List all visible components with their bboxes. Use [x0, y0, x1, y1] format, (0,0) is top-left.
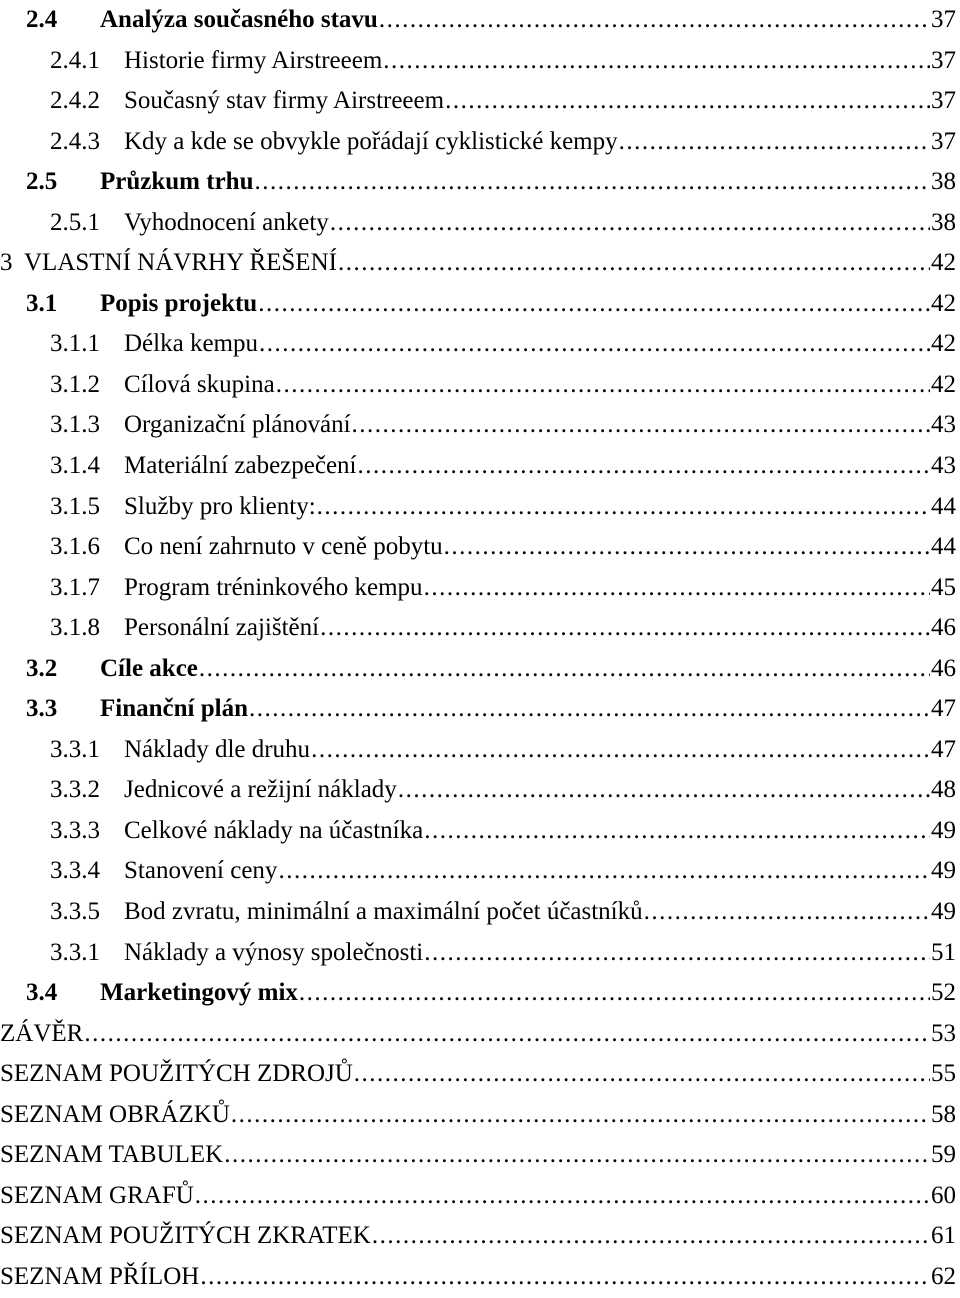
toc-entry-number: 3.2: [26, 654, 58, 682]
toc-entry-page-number: 42: [931, 289, 956, 317]
toc-dot-leader: [398, 770, 930, 811]
toc-dot-leader: [320, 608, 930, 649]
toc-entry[interactable]: [0, 973, 960, 1014]
toc-entry-page-number: 44: [931, 492, 956, 520]
toc-entry-title: SEZNAM PŘÍLOH: [0, 1262, 200, 1290]
toc-entry[interactable]: [0, 365, 960, 406]
toc-entry[interactable]: [0, 162, 960, 203]
toc-entry-page-number: 37: [931, 87, 956, 115]
toc-dot-leader: [352, 405, 930, 446]
toc-entry-number: 3.1.3: [50, 411, 100, 439]
toc-dot-leader: [619, 122, 930, 163]
toc-entry-page-number: 37: [931, 127, 956, 155]
toc-dot-leader: [278, 851, 930, 892]
toc-entry-title: Kdy a kde se obvykle pořádají cyklistické kempy: [124, 127, 618, 155]
toc-dot-leader: [84, 1014, 930, 1055]
toc-entry-number: 3.1: [26, 289, 58, 317]
toc-dot-leader: [444, 527, 930, 568]
toc-entry-number: 3.3.2: [50, 776, 100, 804]
toc-entry-title: Personální zajištění: [124, 614, 320, 642]
toc-entry[interactable]: [0, 1014, 960, 1055]
toc-entry-page-number: 46: [931, 614, 956, 642]
toc-entry[interactable]: [0, 81, 960, 122]
toc-entry-page-number: 43: [931, 452, 956, 480]
toc-entry-title: Finanční plán: [100, 695, 248, 723]
toc-entry[interactable]: [0, 892, 960, 933]
toc-entry[interactable]: [0, 527, 960, 568]
toc-entry[interactable]: [0, 487, 960, 528]
toc-dot-leader: [258, 284, 930, 325]
toc-entry-page-number: 49: [931, 857, 956, 885]
toc-entry-page-number: 60: [931, 1181, 956, 1209]
toc-entry-number: 3.4: [26, 979, 58, 1007]
toc-dot-leader: [424, 811, 930, 852]
toc-entry-title: SEZNAM POUŽITÝCH ZDROJŮ: [0, 1060, 353, 1088]
toc-entry-page-number: 48: [931, 776, 956, 804]
toc-dot-leader: [224, 1135, 930, 1176]
toc-entry-title: Cíle akce: [100, 654, 198, 682]
toc-dot-leader: [330, 203, 930, 244]
toc-entry[interactable]: [0, 0, 960, 41]
toc-entry-title: Náklady a výnosy společnosti: [124, 938, 424, 966]
toc-entry[interactable]: [0, 1054, 960, 1095]
toc-entry-title: Současný stav firmy Airstreeem: [124, 87, 445, 115]
toc-entry[interactable]: [0, 405, 960, 446]
toc-entry-number: 2.4.1: [50, 46, 100, 74]
toc-entry-page-number: 49: [931, 898, 956, 926]
toc-entry-number: 3.1.7: [50, 573, 100, 601]
toc-entry-title: ZÁVĚR: [0, 1019, 84, 1047]
toc-entry-title: SEZNAM TABULEK: [0, 1141, 224, 1169]
toc-entry-page-number: 43: [931, 411, 956, 439]
toc-dot-leader: [254, 162, 930, 203]
toc-entry[interactable]: [0, 1176, 960, 1217]
toc-entry-title: Stanovení ceny: [124, 857, 278, 885]
toc-entry-page-number: 51: [931, 938, 956, 966]
toc-entry-number: 3.1.4: [50, 452, 100, 480]
toc-dot-leader: [358, 446, 931, 487]
toc-entry-page-number: 42: [931, 330, 956, 358]
toc-entry-page-number: 37: [931, 46, 956, 74]
toc-dot-leader: [424, 933, 930, 974]
toc-entry[interactable]: [0, 243, 960, 284]
toc-entry[interactable]: [0, 1135, 960, 1176]
toc-entry-title: Popis projektu: [100, 289, 258, 317]
toc-entry-title: SEZNAM OBRÁZKŮ: [0, 1100, 230, 1128]
toc-entry[interactable]: [0, 568, 960, 609]
toc-entry[interactable]: [0, 689, 960, 730]
toc-entry-page-number: 62: [931, 1262, 956, 1290]
toc-entry-title: Historie firmy Airstreeem: [124, 46, 383, 74]
toc-entry-number: 3.1.2: [50, 370, 100, 398]
toc-entry-number: 2.4.3: [50, 127, 100, 155]
toc-entry-title: Program tréninkového kempu: [124, 573, 423, 601]
toc-entry[interactable]: [0, 770, 960, 811]
toc-entry-number: 3.1.6: [50, 533, 100, 561]
toc-entry-title: Průzkum trhu: [100, 168, 254, 196]
toc-entry-page-number: 49: [931, 816, 956, 844]
toc-dot-leader: [383, 41, 930, 82]
toc-entry[interactable]: [0, 1095, 960, 1136]
toc-entry-number: 3.1.1: [50, 330, 100, 358]
toc-entry[interactable]: [0, 324, 960, 365]
toc-entry-title: Materiální zabezpečení: [124, 452, 357, 480]
toc-dot-leader: [200, 1257, 930, 1298]
toc-entry-number: 2.4.2: [50, 87, 100, 115]
toc-entry-title: Služby pro klienty:: [124, 492, 316, 520]
toc-dot-leader: [199, 649, 930, 690]
toc-entry-number: 3.1.8: [50, 614, 100, 642]
toc-entry[interactable]: [0, 649, 960, 690]
toc-entry-number: 3.3.3: [50, 816, 100, 844]
toc-entry-page-number: 47: [931, 695, 956, 723]
toc-entry-title: SEZNAM POUŽITÝCH ZKRATEK: [0, 1222, 371, 1250]
toc-entry-title: Cílová skupina: [124, 370, 275, 398]
toc-entry-page-number: 58: [931, 1100, 956, 1128]
toc-entry-page-number: 37: [931, 6, 956, 33]
toc-entry[interactable]: [0, 851, 960, 892]
toc-entry-page-number: 55: [931, 1060, 956, 1088]
toc-entry-page-number: 45: [931, 573, 956, 601]
toc-entry[interactable]: [0, 41, 960, 82]
toc-entry-number: 2.5.1: [50, 208, 100, 236]
toc-dot-leader: [445, 81, 930, 122]
toc-entry[interactable]: [0, 1216, 960, 1257]
toc-entry-title: Délka kempu: [124, 330, 258, 358]
toc-dot-leader: [424, 568, 930, 609]
toc-dot-leader: [259, 324, 930, 365]
toc-dot-leader: [372, 1216, 930, 1257]
toc-entry[interactable]: [0, 730, 960, 771]
toc-entry-title: SEZNAM GRAFŮ: [0, 1181, 194, 1209]
toc-dot-leader: [338, 243, 930, 284]
toc-entry-page-number: 59: [931, 1141, 956, 1169]
toc-entry-page-number: 38: [931, 208, 956, 236]
toc-dot-leader: [317, 487, 930, 528]
toc-dot-leader: [249, 689, 930, 730]
toc-entry-title: Co není zahrnuto v ceně pobytu: [124, 533, 443, 561]
toc-entry-number: 2.5: [26, 168, 58, 196]
toc-entry-title: Organizační plánování: [124, 411, 351, 439]
toc-entry-page-number: 61: [931, 1222, 956, 1250]
toc-entry[interactable]: [0, 1257, 960, 1298]
toc-dot-leader: [311, 730, 930, 771]
toc-dot-leader: [195, 1176, 930, 1217]
toc-entry-page-number: 42: [931, 370, 956, 398]
toc-entry-title: Analýza současného stavu: [100, 6, 378, 33]
toc-entry-title: Náklady dle druhu: [124, 735, 311, 763]
toc-entry-title: Marketingový mix: [100, 979, 298, 1007]
toc-entry-number: 3.1.5: [50, 492, 100, 520]
toc-entry-number: 3.3.4: [50, 857, 100, 885]
toc-entry[interactable]: [0, 122, 960, 163]
toc-dot-leader: [299, 973, 930, 1014]
toc-entry-title: VLASTNÍ NÁVRHY ŘEŠENÍ: [24, 249, 337, 277]
toc-entry-page-number: 38: [931, 168, 956, 196]
toc-entry-number: 3.3: [26, 695, 58, 723]
toc-entry[interactable]: [0, 811, 960, 852]
toc-entry-page-number: 53: [931, 1019, 956, 1047]
toc-entry[interactable]: [0, 203, 960, 244]
toc-entry-title: Jednicové a režijní náklady: [124, 776, 397, 804]
toc-entry-number: 3.3.5: [50, 898, 100, 926]
toc-entry[interactable]: [0, 284, 960, 325]
toc-entry[interactable]: [0, 446, 960, 487]
toc-entry-number: 3.3.1: [50, 938, 100, 966]
toc-entry-title: Celkové náklady na účastníka: [124, 816, 424, 844]
toc-dot-leader: [354, 1054, 930, 1095]
toc-entry-page-number: 44: [931, 533, 956, 561]
toc-entry-page-number: 52: [931, 979, 956, 1007]
toc-dot-leader: [276, 365, 930, 406]
toc-entry-page-number: 42: [931, 249, 956, 277]
toc-dot-leader: [379, 0, 930, 41]
toc-entry[interactable]: [0, 933, 960, 974]
toc-entry-number: 3: [0, 249, 13, 277]
toc-dot-leader: [231, 1095, 930, 1136]
toc-entry-title: Bod zvratu, minimální a maximální počet účastníků: [124, 898, 643, 926]
toc-entry[interactable]: [0, 608, 960, 649]
toc-entry-page-number: 46: [931, 654, 956, 682]
toc-entry-title: Vyhodnocení ankety: [124, 208, 329, 236]
toc-entry-number: 2.4: [26, 6, 58, 33]
toc-entry-page-number: 47: [931, 735, 956, 763]
toc-dot-leader: [644, 892, 930, 933]
toc-entry-number: 3.3.1: [50, 735, 100, 763]
